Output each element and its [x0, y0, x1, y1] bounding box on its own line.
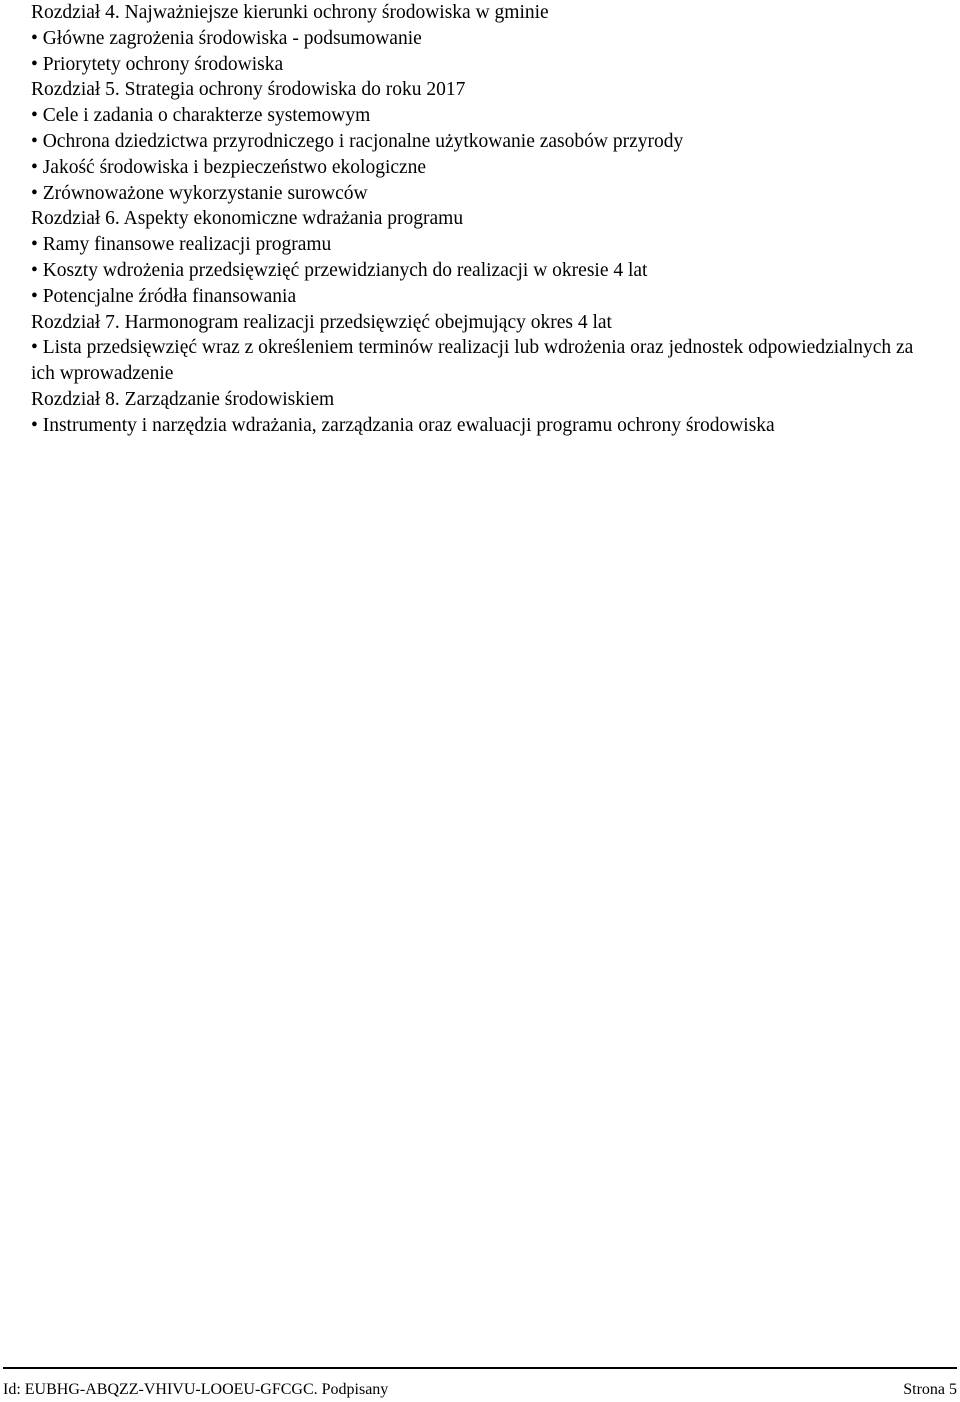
- chapter-7-heading: Rozdział 7. Harmonogram realizacji przedsięwzięć obejmujący okres 4 lat: [31, 311, 612, 333]
- list-item: • Potencjalne źródła finansowania: [31, 285, 297, 307]
- table-of-contents: [31, 0, 931, 439]
- list-item: • Ramy finansowe realizacji programu: [31, 234, 332, 256]
- list-item: • Ochrona dziedzictwa przyrodniczego i racjonalne użytkowanie zasobów przyrody: [31, 130, 684, 152]
- list-item: • Lista przedsięwzięć wraz z określeniem terminów realizacji lub wdrożenia oraz jednostek odpowiedzialnych za ich wprowadzenie: [31, 337, 914, 385]
- list-item: • Jakość środowiska i bezpieczeństwo ekologiczne: [31, 156, 427, 178]
- list-item: • Cele i zadania o charakterze systemowym: [31, 105, 371, 127]
- chapter-8-heading: Rozdział 8. Zarządzanie środowiskiem: [31, 388, 335, 410]
- chapter-4-heading: Rozdział 4. Najważniejsze kierunki ochrony środowiska w gminie: [31, 2, 549, 23]
- chapter-5-heading: Rozdział 5. Strategia ochrony środowiska do roku 2017: [31, 79, 466, 101]
- document-id: Id: EUBHG-ABQZZ-VHIVU-LOOEU-GFCGC. Podpisany: [3, 1381, 389, 1398]
- list-item: • Priorytety ochrony środowiska: [31, 53, 284, 75]
- page-footer: [3, 1367, 957, 1400]
- list-item: • Główne zagrożenia środowiska - podsumowanie: [31, 27, 422, 49]
- page-number: Strona 5: [903, 1381, 957, 1398]
- chapter-6-heading: Rozdział 6. Aspekty ekonomiczne wdrażania programu: [31, 208, 464, 230]
- list-item: • Koszty wdrożenia przedsięwzięć przewidzianych do realizacji w okresie 4 lat: [31, 259, 648, 281]
- list-item: • Instrumenty i narzędzia wdrażania, zarządzania oraz ewaluacji programu ochrony środowiska: [31, 414, 775, 436]
- list-item: • Zrównoważone wykorzystanie surowców: [31, 182, 368, 204]
